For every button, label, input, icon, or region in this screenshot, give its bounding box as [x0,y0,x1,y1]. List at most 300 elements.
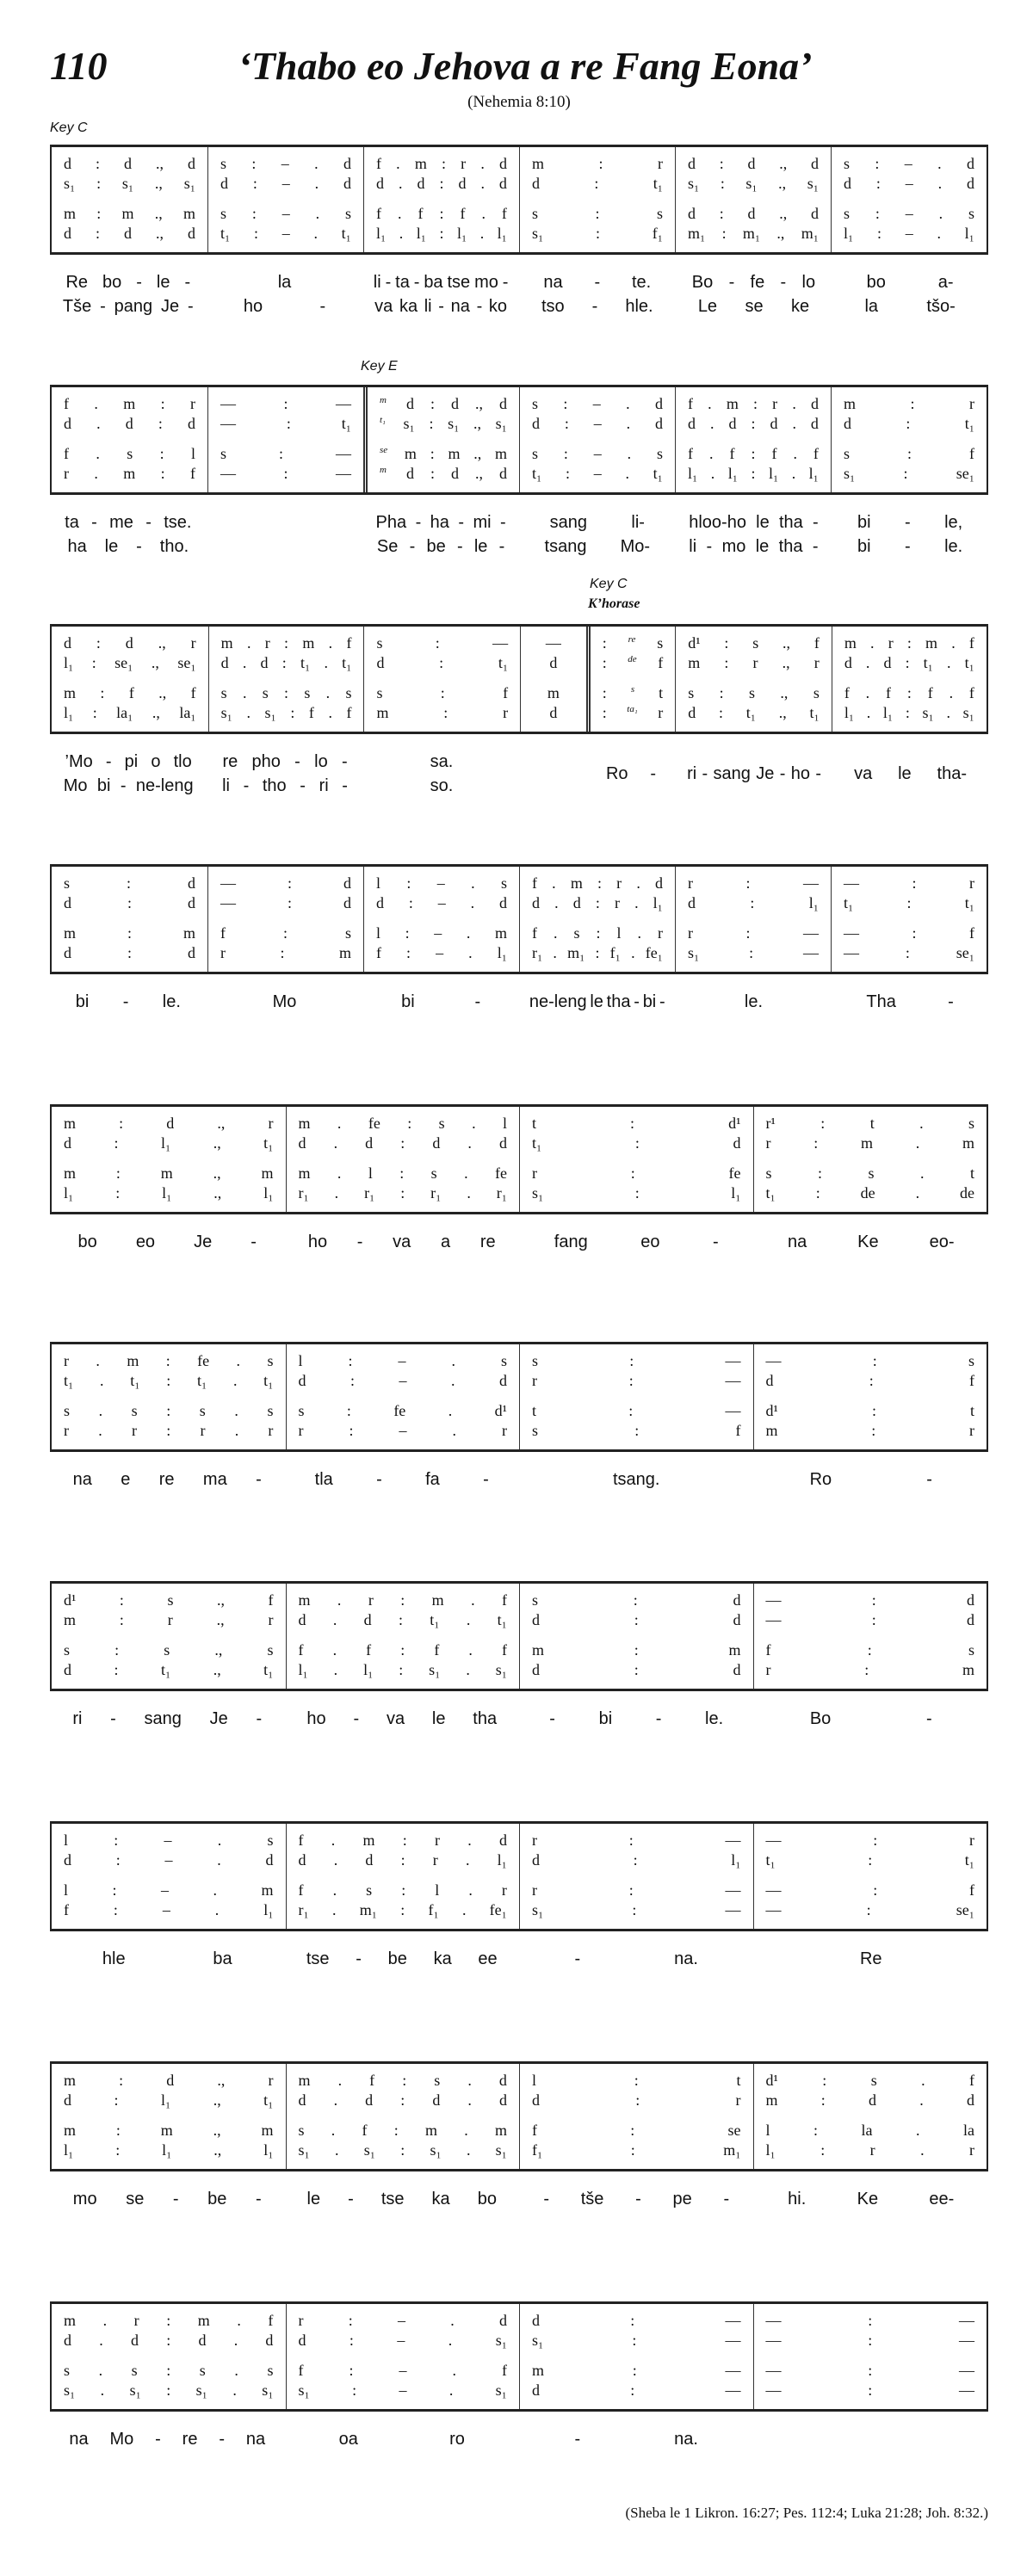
music-system [50,385,988,559]
lyric-syllable: - [415,513,422,532]
measure [286,1344,520,1449]
lyric-line-verse-1 [684,510,824,534]
key-signature-e: Key E [361,359,398,374]
note-token: . [466,2141,471,2159]
note-token: m [431,1591,444,1609]
voice-part-tenor [376,683,508,703]
note-token: – [281,225,290,242]
note-token: m [64,1164,77,1182]
note-token: t [532,1115,537,1132]
lyric-line-verse-1 [59,1467,276,1492]
lyric-syllable: te. [631,273,652,292]
note-token: m [302,634,315,652]
note-token: s₁ [64,2381,76,2399]
note-token: : [119,1611,124,1628]
note-token: r [765,1134,771,1152]
voice-part-alto [64,1371,274,1391]
lyric-line-chorus [595,762,667,786]
note-token: : [566,465,571,482]
lyric-syllable: tha- [937,764,967,783]
note-token: t₁ [341,415,351,432]
voice-part-alto [64,414,195,434]
lyric-line-verse-1: Re [859,1949,882,1968]
note-token: : [443,704,448,721]
note-token: . [331,2122,336,2139]
lyric-syllable: Je [756,764,775,783]
lyric-line-verse-1 [294,1467,511,1492]
voice-part-tenor [220,204,351,224]
lyric-line-verse-1 [215,750,355,774]
voice-part-tenor [64,924,195,943]
measure [52,1584,286,1689]
note-token: l₁ [808,465,819,482]
note-token: d [64,155,71,172]
note-token: f [501,2362,507,2379]
note-token: — [844,924,859,942]
note-token: f [813,445,819,462]
lyric-line-verse-1 [294,1230,511,1254]
note-token: : [871,1422,876,1439]
lyric-syllable: - [385,273,392,292]
note-token: t₁ [263,1661,274,1678]
note-token: : [595,225,600,242]
note-token: m [261,2122,274,2139]
lyric-column [50,2187,285,2211]
voice-part-tenor [766,1881,975,1900]
lyric-line-chorus [841,762,980,786]
voice-part-alto [299,1610,508,1630]
lyric-syllable: sang [144,1709,182,1728]
lyric-syllable: - [122,992,129,1011]
note-token: : [910,395,915,412]
note-token: r [969,395,974,412]
lyric-syllable: ri [319,776,329,795]
note: r [658,704,664,721]
voice-part-tenor [532,1881,741,1900]
note-token: l₁ [64,654,74,671]
note-token: t₁ [498,654,509,671]
voice-part-tenor [844,924,974,943]
note-token: . [626,395,630,412]
note-token: . [708,395,712,412]
note-token: s₁ [922,704,934,721]
note-token: : [290,704,295,721]
voice-part-bass [766,2140,975,2160]
note-token: : [251,155,257,172]
voice-part-bass [64,2140,274,2160]
note-token: — [844,944,859,961]
lyric-syllable: li [689,537,697,556]
note-token: r [501,1422,507,1439]
lyric-syllable: - [650,764,656,783]
music-system [50,864,988,1014]
note-token: . [337,2072,343,2089]
note-token: s [500,874,507,892]
lyric-syllable: - [474,992,481,1011]
note-token: s [532,1422,539,1439]
note-token: d [376,654,385,671]
note-token: . [461,1901,467,1918]
note-token: . [915,2122,920,2139]
note-token: t₁ [64,1372,74,1389]
lyric-syllable: - [813,513,819,532]
note-token: : [280,944,285,961]
lyric-column [362,270,519,318]
note-token: . [100,1372,104,1389]
note-token: – [593,445,602,462]
voice-part-soprano [64,2071,274,2091]
voice-part-soprano [64,2311,274,2331]
note-token: r [461,155,467,172]
note-token: f [268,1591,274,1609]
note-token: : [633,1851,638,1869]
lyric-line-verse-1 [371,510,510,534]
lyrics-block [50,1947,988,1971]
key-signature-c-chorus: Key C [590,577,628,591]
voice-part-bass [532,464,663,484]
lyric-syllable: - [413,273,420,292]
note-token: d [966,175,974,192]
lyric-syllable: ke [790,297,810,316]
note-token: . [793,445,797,462]
measure [753,1107,987,1212]
note-token: r [503,704,509,721]
voice-part-soprano [380,394,507,414]
lyric-line-verse-2 [684,534,824,559]
note-token: s₁ [532,1901,544,1918]
note-token: s [532,1591,539,1609]
note-token: m [376,704,389,721]
note-token: . [328,704,332,721]
note-token: d [869,2091,876,2109]
note-token: . [710,465,715,482]
lyric-column [519,510,676,559]
lyric-syllable: ro [449,2430,465,2449]
lyric-line-verse-1: la [277,273,292,292]
note-token: m [261,1164,274,1182]
lyric-column [285,1230,520,1254]
note-token: : [399,1164,405,1182]
lyric-line-verse-1 [763,2427,980,2451]
note-token: : [430,395,435,412]
note-token: t₁ [263,1372,274,1389]
voice-part-tenor [532,1640,741,1660]
lyric-line-verse-1 [528,2187,745,2211]
note-token: r¹ [765,1115,776,1132]
voice-part-bass [688,703,820,723]
note-token: t₁ [263,1134,274,1152]
lyric-line-verse-2 [59,774,198,798]
voice-part-bass [532,1660,741,1680]
lyric-syllable: ma [202,1470,227,1489]
note-token: f [765,1641,771,1659]
note-token: t₁ [196,1372,207,1389]
note-token: d [498,155,507,172]
note-token: d [64,2091,71,2109]
lyric-syllable: - [779,764,786,783]
note-token: – [281,175,290,192]
music-system [50,2061,988,2211]
note-token: d [265,2332,274,2349]
lyric-syllable: - [251,1232,257,1251]
note-token: f [298,1832,304,1849]
note-token: d [298,2091,306,2109]
voice-part-soprano [64,154,195,174]
note-token: r [765,1661,771,1678]
note-token: – [164,1851,173,1869]
note-token: – [399,1422,407,1439]
note-token: f [729,445,735,462]
voice-part-alto [376,653,508,673]
lyric-syllable: li [373,273,381,292]
lyric-column [754,2427,989,2451]
lyric-syllable: - [713,1232,719,1251]
voice-part-bass [299,1900,508,1920]
note-token: d [187,225,195,242]
lyric-line-verse-1 [59,1947,276,1971]
lyric-syllable: - [594,273,601,292]
note-token: r [688,924,693,942]
note-token: : [400,1591,405,1609]
measure [363,147,519,252]
note-token: d [123,225,132,242]
lyric-syllable: tse. [164,513,192,532]
note-token: f [190,684,196,701]
voice-part-soprano [532,1591,741,1610]
lyric-column [362,510,519,559]
note-token: d [64,1661,71,1678]
lyric-column [519,1467,754,1492]
note-token: : [281,654,287,671]
voice-part-soprano [766,1831,975,1850]
lyric-syllable: a- [937,273,954,292]
lyric-column [50,1947,285,1971]
voice-part-tenor [64,204,195,224]
note-token: t₁ [844,894,854,911]
note-token: r [735,2091,741,2109]
voice-part-bass [766,1183,975,1203]
note-token: r [133,2312,139,2329]
voice-part-bass [299,2140,508,2160]
note-token: m₁ [359,1901,377,1918]
note-token: s₁ [495,2332,507,2349]
note-token: s [298,2122,305,2139]
note-token: m [765,2091,778,2109]
note-token: ., [214,1641,223,1659]
lyrics-block [50,1467,988,1492]
measure [52,2064,286,2169]
lyric-column [50,1467,285,1492]
measure [52,387,207,492]
lyric-syllable: bo [477,2190,497,2208]
note-token: : [282,924,288,942]
note-token: s₁ [129,2381,141,2399]
note-token: : [346,1402,351,1419]
note-token: s [968,1352,974,1369]
note-token: r₁ [532,944,543,961]
voice-part-soprano [532,154,663,174]
note-token: ., [473,445,482,462]
note-token: . [399,225,404,242]
note-token: d [498,2312,507,2329]
note-token: . [708,445,714,462]
voice-part-tenor [64,2121,274,2140]
note-token: : [564,415,569,432]
lyric-syllable: be [387,1949,407,1968]
voice-part-soprano [844,154,974,174]
lyric-syllable: - [356,1232,363,1251]
note-token: t [869,1115,875,1132]
lyric-column [207,990,363,1014]
note-token: fe [495,1164,507,1182]
note-token: : [875,155,880,172]
note-token: r [167,1611,173,1628]
note-token: – [399,1372,407,1389]
note-token: ., [155,155,164,172]
note-token: : [115,2122,121,2139]
note-token: . [315,205,320,222]
lyric-syllable: - [780,273,787,292]
measure [675,627,832,732]
note-token: : [634,1641,639,1659]
note-token: s [765,1164,772,1182]
lyric-line-verse-1 [529,750,578,774]
note-token: . [464,2122,468,2139]
note-token: d [810,415,819,432]
note-token: : [96,634,101,652]
note-token: s [438,1115,445,1132]
lyric-column [285,2187,520,2211]
voice-part-alto [64,1610,274,1630]
note-token: d [343,894,351,911]
note-token: . [96,1352,100,1369]
note-token: — [725,2362,741,2379]
lyric-syllable: na [69,2430,89,2449]
note-token: : [439,175,444,192]
note-token: d [187,944,195,961]
lyric-syllable: Mo [109,2430,134,2449]
voice-part-tenor [532,2121,741,2140]
note-token: — [844,874,859,892]
voice-part-bass [844,464,974,484]
note-token: – [434,924,442,942]
voice-part-bass [64,703,196,723]
note-token: . [870,634,875,652]
note-token: f [968,924,974,942]
measure [363,627,520,732]
note-token: de [860,1184,875,1202]
voice-part-bass [844,703,974,723]
voice-part-tenor [64,1640,274,1660]
note-token: d [728,415,737,432]
note-token: : [284,684,289,701]
note-token: : [441,155,446,172]
note-token: t₁ [964,415,974,432]
voice-part-soprano [532,2311,741,2331]
note-token: : [633,1591,638,1609]
note-token: : [745,874,751,892]
note-token: la [962,2122,974,2139]
lyric-line-verse-1 [763,1467,980,1492]
note-token: l [376,924,381,942]
note-token: t₁ [964,654,974,671]
note-token: ., [779,205,788,222]
note-token: : [166,2332,171,2349]
voice-part-tenor [64,1881,274,1900]
lyric-syllable: re [182,2430,198,2449]
note-token: f [532,874,537,892]
note-token: d [64,1851,71,1869]
note-token: : [596,924,601,942]
note-token: . [324,654,328,671]
lyric-column [832,270,988,318]
lyric-syllable: - [655,1709,662,1728]
note-token: : [96,205,102,222]
note-token: r [657,924,663,942]
note-token: : [906,684,912,701]
voice-part-soprano [533,633,574,653]
note-token: : [349,1372,355,1389]
note-token: : [595,205,600,222]
lyric-syllable: fa [425,1470,440,1489]
voice-part-soprano [766,2311,975,2331]
note-token: . [335,2141,339,2159]
note-token: m [160,2122,173,2139]
note-token: : [160,395,165,412]
note-token: : [349,2332,354,2349]
note-token: s₁ [532,2332,544,2349]
lyric-column [50,1230,285,1254]
note-token: – [905,225,913,242]
lyric-syllable: tšo- [926,297,956,316]
lyrics-block [50,990,988,1014]
staff-box [50,2061,988,2171]
note-token: t₁ [765,1851,776,1869]
note-token: l₁ [363,1661,374,1678]
note-token: f [532,2122,537,2139]
note-token: : [752,395,758,412]
note-token: s [344,205,351,222]
note-token: d [733,1134,741,1152]
lyric-column [520,750,586,798]
voice-part-soprano [532,1114,741,1134]
note-token: s [532,395,539,412]
note-token: m [64,684,77,701]
note-token: s [344,924,351,942]
lyric-syllable: a [441,1232,451,1251]
voice-part-soprano [688,154,819,174]
note-token: l₁ [727,465,738,482]
lyric-column [50,750,207,798]
note-token: ., [155,225,164,242]
voice-part-tenor [299,1164,508,1183]
note-token: m [298,2072,311,2089]
lyric-line-verse-1 [59,270,198,294]
lyric-syllable: pi [124,752,139,771]
lyric-syllable: ho [790,764,810,783]
lyric-syllable: - [120,776,127,795]
voice-part-bass [532,1900,741,1920]
note-token: : [406,944,411,961]
note-token: m [728,1641,741,1659]
note-token: f [64,1901,69,1918]
lyric-syllable: - [256,1470,262,1489]
note-token: t₁ [653,175,663,192]
note-token: m₁ [723,2141,741,2159]
note-token: : [864,1661,869,1678]
lyric-syllable: - [145,513,152,532]
note-token: . [791,465,796,482]
